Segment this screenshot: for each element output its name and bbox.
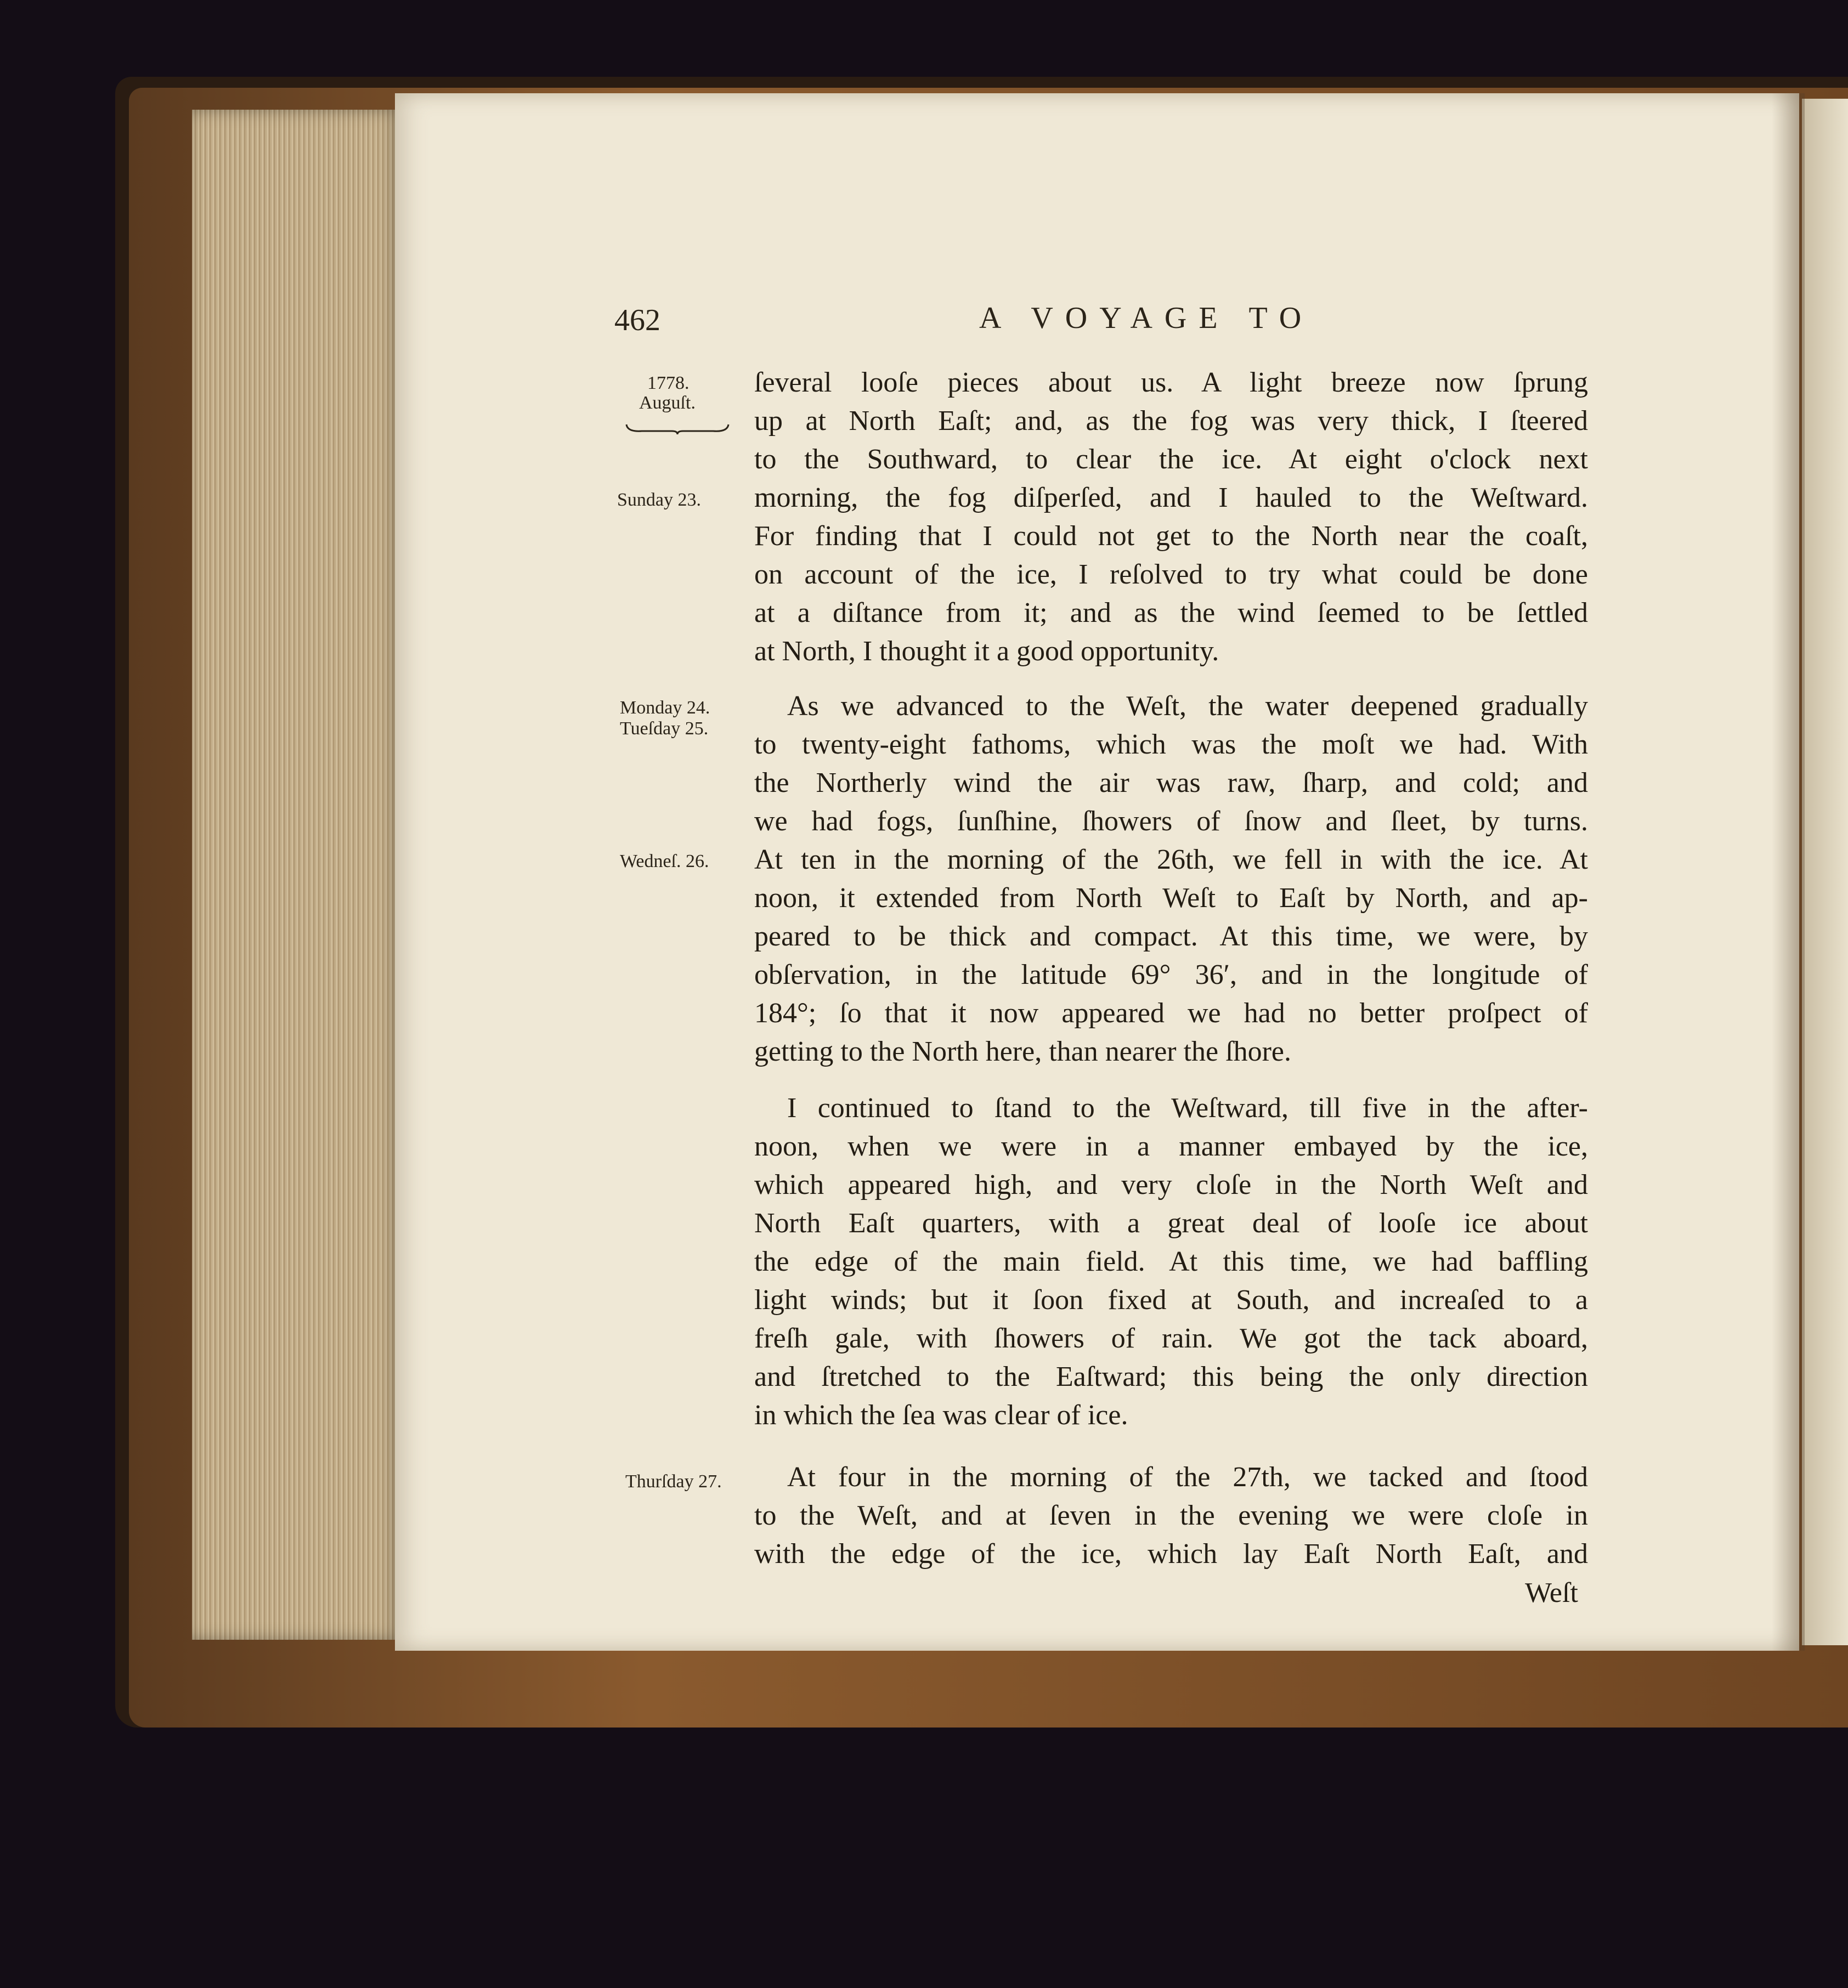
text-line: At four in the morning of the 27th, we tacked and ſtood <box>787 1462 1588 1493</box>
facing-page-edge <box>1802 99 1848 1645</box>
margin-note-wednesday: Wedneſ. 26. <box>620 851 709 871</box>
text-line: with the edge of the ice, which lay Eaſt North Eaſt, and <box>754 1538 1588 1570</box>
text-line: For finding that I could not get to the North near the coaſt, <box>754 520 1588 552</box>
margin-note-sunday: Sunday 23. <box>617 490 701 510</box>
text-line: 184°; ſo that it now appeared we had no better proſpect of <box>754 998 1588 1029</box>
text-line: and ſtretched to the Eaſtward; this being the only direction <box>754 1361 1588 1392</box>
text-line: to the Southward, to clear the ice. At eight o'clock next <box>754 444 1588 475</box>
text-line: North Eaſt quarters, with a great deal of looſe ice about <box>754 1208 1588 1239</box>
text-line: which appeared high, and very cloſe in the North Weſt and <box>754 1169 1588 1200</box>
text-line: getting to the North here, than nearer the ſhore. <box>754 1036 1291 1067</box>
text-line: at North, I thought it a good opportunity. <box>754 636 1219 667</box>
brace-mark <box>625 422 730 435</box>
text-line: at a diſtance from it; and as the wind ſeemed to be ſettled <box>754 597 1588 628</box>
page-edges <box>192 110 400 1640</box>
text-line: to the Weſt, and at ſeven in the evening we were cloſe in <box>754 1500 1588 1531</box>
text-line: morning, the fog diſperſed, and I hauled to the Weſtward. <box>754 482 1588 513</box>
text-line: the edge of the main field. At this time, we had baffling <box>754 1246 1588 1277</box>
text-line: I continued to ſtand to the Weſtward, till five in the after- <box>787 1092 1588 1124</box>
running-head: A VOYAGE TO <box>979 301 1314 335</box>
text-line: the Northerly wind the air was raw, ſharp, and cold; and <box>754 767 1588 798</box>
text-line: to twenty-eight fathoms, which was the moſt we had. With <box>754 729 1588 760</box>
page-gutter <box>1772 93 1805 1651</box>
text-line: ſeveral looſe pieces about us. A light breeze now ſprung <box>754 367 1588 398</box>
text-line: light winds; but it ſoon fixed at South, and increaſed to a <box>754 1284 1588 1316</box>
text-line: we had fogs, ſunſhine, ſhowers of ſnow and ſleet, by turns. <box>754 806 1588 837</box>
text-line: At ten in the morning of the 26th, we fell in with the ice. At <box>754 844 1588 875</box>
margin-note-tuesday: Tueſday 25. <box>620 718 709 739</box>
margin-note-thursday: Thurſday 27. <box>625 1471 722 1492</box>
text-line: freſh gale, with ſhowers of rain. We got the tack aboard, <box>754 1323 1588 1354</box>
text-line: peared to be thick and compact. At this time, we were, by <box>754 921 1588 952</box>
margin-note-month: Auguſt. <box>639 393 696 413</box>
text-line: noon, it extended from North Weſt to Eaſt by North, and ap- <box>754 882 1588 914</box>
text-line: noon, when we were in a manner embayed by the ice, <box>754 1131 1588 1162</box>
catchword: Weſt <box>1525 1577 1578 1608</box>
text-line: on account of the ice, I reſolved to try what could be done <box>754 559 1588 590</box>
margin-note-year: 1778. <box>647 373 690 393</box>
margin-note-monday: Monday 24. <box>620 698 710 718</box>
text-line: up at North Eaſt; and, as the fog was very thick, I ſteered <box>754 405 1588 437</box>
text-line: As we advanced to the Weſt, the water deepened gradually <box>787 690 1588 722</box>
page-number: 462 <box>614 303 660 337</box>
text-line: in which the ſea was clear of ice. <box>754 1400 1128 1431</box>
text-line: obſervation, in the latitude 69° 36′, and in the longitude of <box>754 959 1588 990</box>
